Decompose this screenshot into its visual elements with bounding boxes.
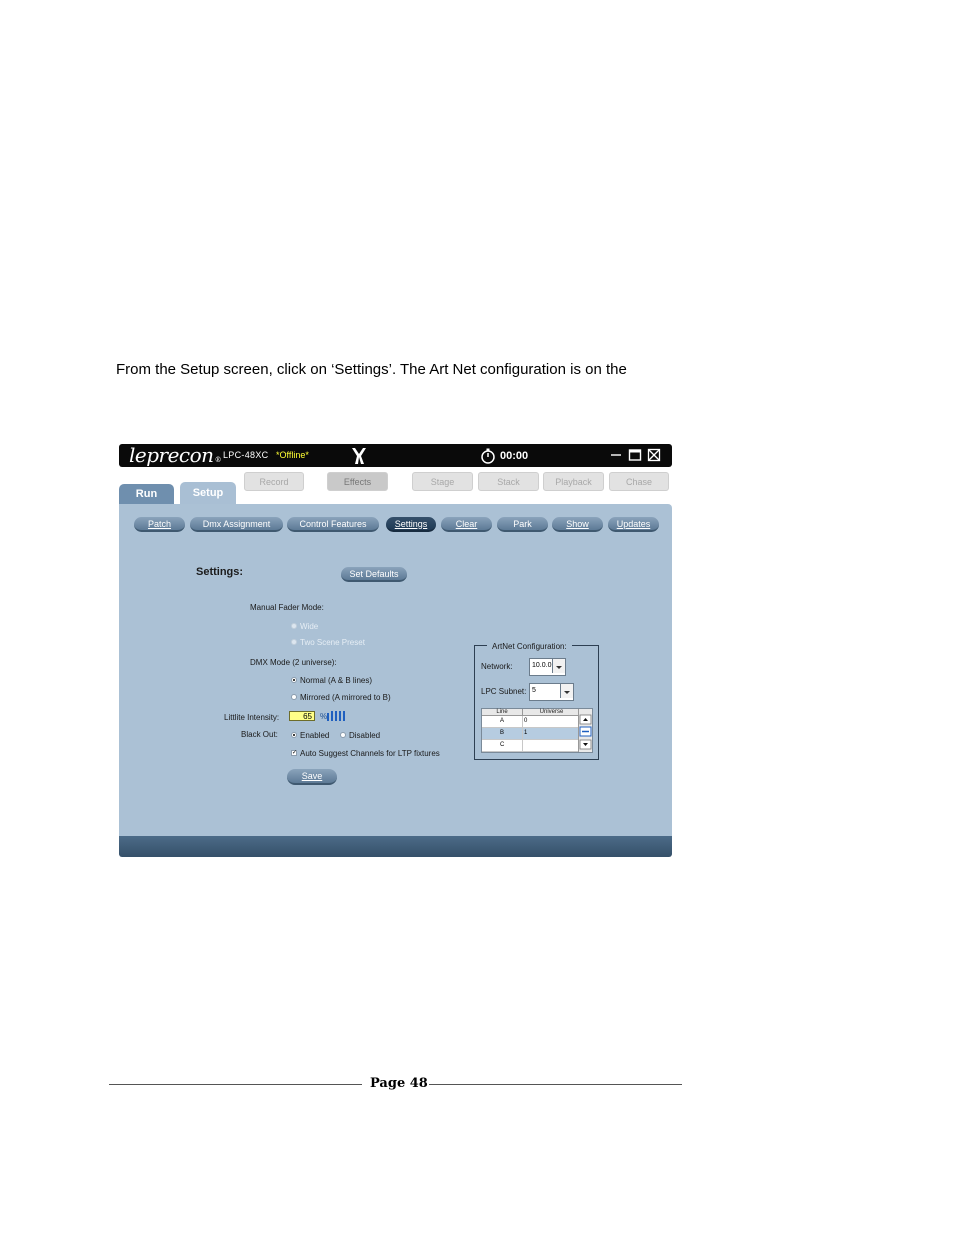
stopwatch-icon (480, 448, 496, 464)
table-row[interactable] (482, 716, 580, 728)
playback-button[interactable]: Playback (543, 472, 604, 491)
row-line: B (500, 730, 505, 736)
footer-rule-right (429, 1084, 682, 1085)
record-button[interactable]: Record (244, 472, 304, 491)
table-row[interactable] (482, 740, 580, 752)
tab-run[interactable]: Run (119, 484, 174, 504)
close-icon[interactable] (647, 448, 661, 462)
updates-button[interactable]: Updates (608, 517, 659, 532)
timer (480, 447, 528, 464)
stage-button[interactable]: Stage (412, 472, 473, 491)
row-universe: 1 (522, 728, 580, 739)
stack-button[interactable]: Stack (478, 472, 539, 491)
scroll-arrows-icon (579, 709, 592, 752)
universe-grid[interactable] (481, 708, 593, 753)
row-universe: 0 (522, 716, 580, 727)
page-footer (109, 1075, 682, 1095)
minimize-icon[interactable] (609, 448, 623, 462)
fader-two-scene-radio[interactable] (291, 639, 297, 645)
leprecon-logo: leprecon® (129, 443, 222, 467)
lpc-app-screenshot (119, 444, 672, 857)
row-line: A (500, 718, 505, 724)
effects-button[interactable]: Effects (327, 472, 388, 491)
model-name: LPC-48XC (223, 450, 269, 460)
blackout-enabled-radio[interactable] (291, 732, 297, 738)
littlite-unit: % (320, 712, 328, 721)
littlite-label: Littlite Intensity: (224, 713, 280, 722)
manual-fader-label: Manual Fader Mode: (250, 603, 324, 612)
blackout-enabled-label: Enabled (300, 731, 330, 740)
lpc-subnet-value: 5 (532, 687, 536, 694)
network-value: 10.0.0 (532, 662, 552, 669)
patch-button[interactable]: Patch (134, 517, 185, 532)
show-button[interactable]: Show (552, 517, 603, 532)
chase-button[interactable]: Chase (609, 472, 669, 491)
auto-suggest-checkbox[interactable]: ✓ (292, 750, 298, 756)
settings-title: Settings: (196, 566, 244, 578)
littlite-intensity-input[interactable]: 65 (289, 711, 315, 721)
timer-value: 00:00 (500, 449, 529, 462)
park-button[interactable]: Park (497, 517, 548, 532)
maximize-icon[interactable] (628, 448, 642, 462)
settings-button[interactable]: Settings (386, 517, 436, 532)
col-universe-header: Universe (522, 709, 580, 716)
row-line: C (500, 742, 505, 748)
blackout-disabled-label: Disabled (349, 731, 381, 740)
page-number: Page 48 (370, 1076, 428, 1091)
keypad-icon[interactable] (327, 710, 345, 721)
offline-status: *Offline* (276, 450, 309, 460)
control-features-button[interactable]: Control Features (287, 517, 379, 532)
lpc-subnet-dropdown[interactable] (529, 683, 574, 701)
network-dropdown[interactable] (529, 658, 566, 676)
clear-button[interactable]: Clear (441, 517, 492, 532)
fader-wide-label: Wide (300, 622, 319, 631)
auto-suggest-label: Auto Suggest Channels for LTP fixtures (300, 749, 440, 758)
row-universe (522, 740, 580, 751)
blackout-disabled-radio[interactable] (340, 732, 346, 738)
network-label: Network: (481, 662, 513, 671)
tab-setup[interactable]: Setup (180, 482, 236, 504)
fader-wide-radio[interactable] (291, 623, 297, 629)
save-button[interactable]: Save (287, 769, 337, 785)
chevron-down-icon (553, 659, 565, 675)
footer-rule-left (109, 1084, 362, 1085)
dmx-mirrored-label: Mirrored (A mirrored to B) (300, 693, 391, 702)
dmx-assignment-button[interactable]: Dmx Assignment (190, 517, 283, 532)
chevron-down-icon (561, 684, 573, 700)
leprechaun-icon (350, 446, 368, 465)
app-footer-bar (119, 836, 672, 857)
blackout-label: Black Out: (241, 730, 278, 739)
artnet-title: ArtNet Configuration: (487, 642, 572, 651)
intro-paragraph: From the Setup screen, click on ‘Settings’. The Art Net configuration is on the (116, 361, 627, 378)
grid-scrollbar[interactable] (578, 709, 592, 752)
title-bar (119, 444, 672, 467)
dmx-normal-radio[interactable] (291, 677, 297, 683)
table-row[interactable] (482, 728, 580, 740)
col-line-header: Line (482, 709, 522, 716)
dmx-mirrored-radio[interactable] (291, 694, 297, 700)
fader-two-scene-label: Two Scene Preset (300, 638, 365, 647)
dmx-normal-label: Normal (A & B lines) (300, 676, 373, 685)
lpc-subnet-label: LPC Subnet: (481, 687, 527, 696)
set-defaults-button[interactable]: Set Defaults (341, 567, 407, 582)
dmx-mode-label: DMX Mode (2 universe): (250, 658, 337, 667)
